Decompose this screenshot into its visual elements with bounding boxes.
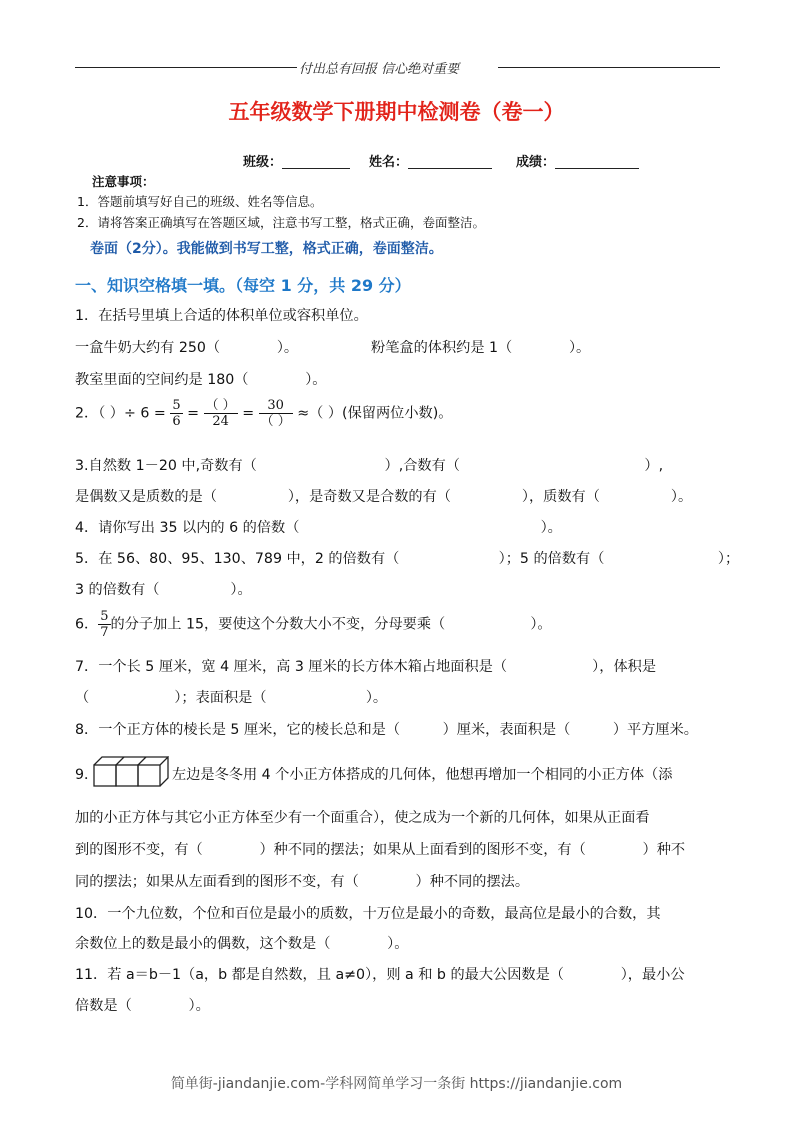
fraction-numerator: 30	[259, 398, 293, 414]
section-heading: 一、知识空格填一填。（每空 1 分，共 29 分）	[75, 276, 411, 295]
q2-suffix: ≈（ ）(保留两位小数)。	[297, 405, 453, 422]
q6-prefix: 6．	[75, 616, 99, 633]
question-7: 7．一个长 5 厘米，宽 4 厘米，高 3 厘米的长方体木箱占地面积是（ ），体积是	[75, 659, 657, 675]
question-3: 3.自然数 1－20 中,奇数有（ ）,合数有（ ）,	[75, 458, 664, 474]
fraction-denominator: 24	[212, 414, 229, 429]
question-9-number: 9．	[75, 767, 99, 783]
header-motto: 付出总有回报 信心绝对重要	[299, 62, 460, 77]
question-3-line: 是偶数又是质数的是（ ），是奇数又是合数的有（ ），质数有（ ）。	[75, 489, 693, 505]
notice-rule: 1．答题前填写好自己的班级、姓名等信息。	[77, 194, 323, 209]
page-footer: 简单街-jiandanjie.com-学科网简单学习一条街 https://jiandanjie.com	[170, 1076, 623, 1092]
class-label: 班级：	[243, 155, 283, 170]
q2-prefix: 2．（ ）÷ 6 =	[75, 405, 166, 422]
name-field	[369, 151, 492, 170]
notice-heading: 注意事项：	[92, 174, 155, 189]
question-2	[75, 398, 452, 429]
question-10: 10．一个九位数，个位和百位是最小的质数，十万位是最小的奇数，最高位是最小的合数，其	[75, 906, 661, 922]
name-blank[interactable]	[408, 154, 492, 169]
header-rule-right	[498, 67, 720, 68]
fraction-blank-24	[204, 398, 238, 429]
equals-sign: =	[187, 405, 200, 422]
fraction-denominator: 7	[100, 625, 109, 640]
question-10-line: 余数位上的数是最小的偶数，这个数是（ ）。	[75, 936, 409, 952]
fraction-5-6	[170, 398, 182, 429]
question-4: 4．请你写出 35 以内的 6 的倍数（ ）。	[75, 520, 562, 536]
question-9-line: 同的摆法；如果从左面看到的图形不变，有（ ）种不同的摆法。	[75, 874, 530, 890]
question-1: 1．在括号里填上合适的体积单位或容积单位。	[75, 308, 368, 324]
fraction-30-blank	[259, 398, 293, 429]
question-5: 5．在 56、80、95、130、789 中，2 的倍数有（ ）；5 的倍数有（ ）；	[75, 551, 740, 567]
class-field	[243, 151, 350, 170]
score-field	[516, 151, 639, 170]
question-9-line: 到的图形不变，有（ ）种不同的摆法；如果从上面看到的图形不变，有（ ）种不	[75, 842, 686, 858]
header-rule-left	[75, 67, 297, 68]
question-1-line: 教室里面的空间约是 180（ ）。	[75, 372, 327, 388]
score-blank[interactable]	[555, 154, 639, 169]
fraction-5-7	[98, 609, 110, 640]
question-11-line: 倍数是（ ）。	[75, 998, 210, 1014]
name-label: 姓名：	[369, 155, 409, 170]
question-9-line: 加的小正方体与其它小正方体至少有一个面重合），使之成为一个新的几何体，如果从正面看	[75, 810, 650, 826]
question-11: 11．若 a＝b－1（a，b 都是自然数，且 a≠0），则 a 和 b 的最大公因数是（ ），最小公	[75, 967, 685, 983]
question-1-line: 粉笔盒的体积约是 1（ ）。	[371, 340, 591, 356]
class-blank[interactable]	[282, 154, 350, 169]
notice-rule: 2．请将答案正确填写在答题区域，注意书写工整，格式正确，卷面整洁。	[77, 215, 485, 230]
q6-text: 的分子加上 15，要使这个分数大小不变，分母要乘（ ）。	[110, 616, 552, 633]
question-7-line: （ ）；表面积是（ ）。	[75, 690, 388, 706]
fraction-denominator: 6	[172, 414, 181, 429]
fraction-numerator: 5	[172, 398, 181, 413]
question-5-line: 3 的倍数有（ ）。	[75, 582, 252, 598]
fraction-numerator: 5	[100, 609, 109, 624]
score-label: 成绩：	[516, 155, 556, 170]
question-8: 8．一个正方体的棱长是 5 厘米，它的棱长总和是（ ）厘米，表面积是（ ）平方厘米。	[75, 722, 698, 738]
neatness-note: 卷面（2分）。我能做到书写工整，格式正确，卷面整洁。	[90, 241, 443, 257]
equals-sign: =	[242, 405, 255, 422]
page-title: 五年级数学下册期中检测卷（卷一）	[228, 100, 565, 124]
cube-figure	[93, 756, 169, 788]
question-1-line: 一盒牛奶大约有 250（ ）。	[75, 340, 299, 356]
fraction-denominator: （ ）	[260, 414, 291, 429]
question-6	[75, 609, 552, 640]
question-9: 左边是冬冬用 4 个小正方体搭成的几何体，他想再增加一个相同的小正方体（添	[172, 767, 673, 783]
fraction-numerator: （ ）	[205, 398, 236, 413]
